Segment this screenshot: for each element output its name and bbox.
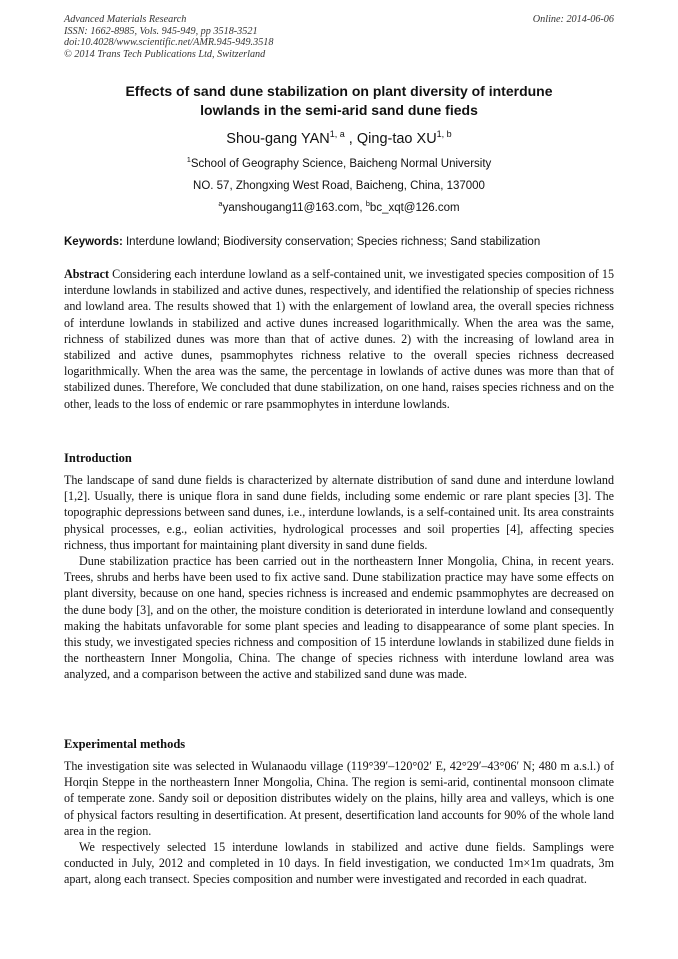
keywords-label: Keywords: [64,236,123,248]
methods-paragraph-1: The investigation site was selected in Wulanaodu village (119°39′–120°02′ E, 42°29′–43°06′ N; 480 m a.s.l.) of Horqin Steppe in the northeastern Inner Mongolia, China. The region is semi-arid, continental monsoon climate of temperate zone. Sandy soil or deposition distributes widely on the plains, hilly area and valleys, which is one of physical factors resulting in desertification. At present, desertification land accounts for 90% of the whole land area in the region. [64,759,614,838]
paper-title [64,82,614,120]
author-2-affiliation-mark: 1, b [436,129,452,140]
author-1: Shou-gang YAN [226,131,330,147]
affiliation-line-1 [64,157,614,171]
abstract-label: Abstract [64,267,110,281]
author-separator: , [344,131,357,147]
introduction-body [64,472,614,683]
affiliation-name: School of Geography Science, Baicheng Normal University [190,158,492,170]
introduction-paragraph-2: Dune stabilization practice has been carried out in the northeastern Inner Mongolia, China, in recent years. Trees, shrubs and herbs have been used to fix active sand. Dune stabilization practice may have some effects on plant diversity, because on one hand, species richness is increased and endemic psammophytes are decreased on the dune body [3], and on the other, the moisture condition is deteriorated in interdune lowland and consequently making the habitats unfavorable for some plant species and leading to disappearance of some plant species. In this study, we investigated species richness and composition of 15 interdune lowlands in stabilized dune fields in the northeastern Inner Mongolia, China. The change of species richness with interdune lowland area was analyzed, and a comparison between the active and stabilized sand dune was made. [64,554,614,682]
affiliation-address: NO. 57, Zhongxing West Road, Baicheng, China, 137000 [193,180,485,192]
journal-header [64,14,273,60]
methods-body [64,758,614,888]
email-b-mark: b [365,199,370,209]
author-2: Qing-tao XU [356,131,437,147]
issn-line: ISSN: 1662-8985, Vols. 945-949, pp 3518-3521 [64,25,258,37]
email-b[interactable]: bc_xqt@126.com [369,202,460,214]
keywords-text: Interdune lowland; Biodiversity conservation; Species richness; Sand stabilization [122,236,541,248]
abstract-text: Considering each interdune lowland as a self-contained unit, we investigated species composition of 15 interdune lowlands in stabilized and active dunes, respectively, and identified the relationship of species richness and lowland area. The results showed that 1) with the enlargement of lowland area, the overall species richness of interdune lowlands in stabilized and active dunes increased logarithmically. When the area was the same, richness of stabilized dunes was more than that of active dunes. 2) with the increasing of lowland area in stabilized and active dunes, psammophytes richness relative to the overall species richness decreased logarithmically. When the area was the same, the percentage in lowlands of active dunes was more than that of stabilized dunes. Therefore, We concluded that dune stabilization, on one hand, raises species richness and on the other, leads to the loss of endemic or rare psammophytes in interdune lowlands. [64,267,614,411]
introduction-heading: Introduction [64,451,132,465]
author-emails [64,201,614,215]
affiliation-mark: 1 [186,155,191,165]
methods-paragraph-2: We respectively selected 15 interdune lowlands in stabilized and active dune fields. Samplings were conducted in July, 2012 and completed in 10 days. In field investigation, we conducted 1m×1m quadrats, 3m apart, along each transect. Species composition and number were investigated and recorded in each quadrat. [64,840,614,887]
keywords [64,235,616,250]
author-list [64,130,614,148]
methods-heading: Experimental methods [64,737,186,751]
copyright-line: © 2014 Trans Tech Publications Ltd, Switzerland [64,48,266,60]
email-a-mark: a [218,199,223,209]
abstract [64,266,614,412]
doi-line[interactable]: doi:10.4028/www.scientific.net/AMR.945-949.3518 [64,37,274,49]
author-1-affiliation-mark: 1, a [329,129,345,140]
title-line-1: Effects of sand dune stabilization on plant diversity of interdune [125,83,553,99]
introduction-paragraph-1: The landscape of sand dune fields is characterized by alternate distribution of sand dune and interdune lowland [1,2]. Usually, there is unique flora in sand dune fields, including some endemic or rare plant species [3]. The topographic depressions between sand dunes, i.e., interdune lowlands, is a self-contained unit. Its area constraints physical processes, e.g., eolian activities, hydrological processes and soil properties [4], affecting species richness, thus important for maintaining plant diversity in sand dune fields. [64,473,614,552]
title-line-2: lowlands in the semi-arid sand dune fieds [200,102,478,118]
journal-name: Advanced Materials Research [64,14,187,25]
email-a[interactable]: yanshougang11@163.com, [222,202,366,214]
online-date: Online: 2014-06-06 [532,14,614,25]
